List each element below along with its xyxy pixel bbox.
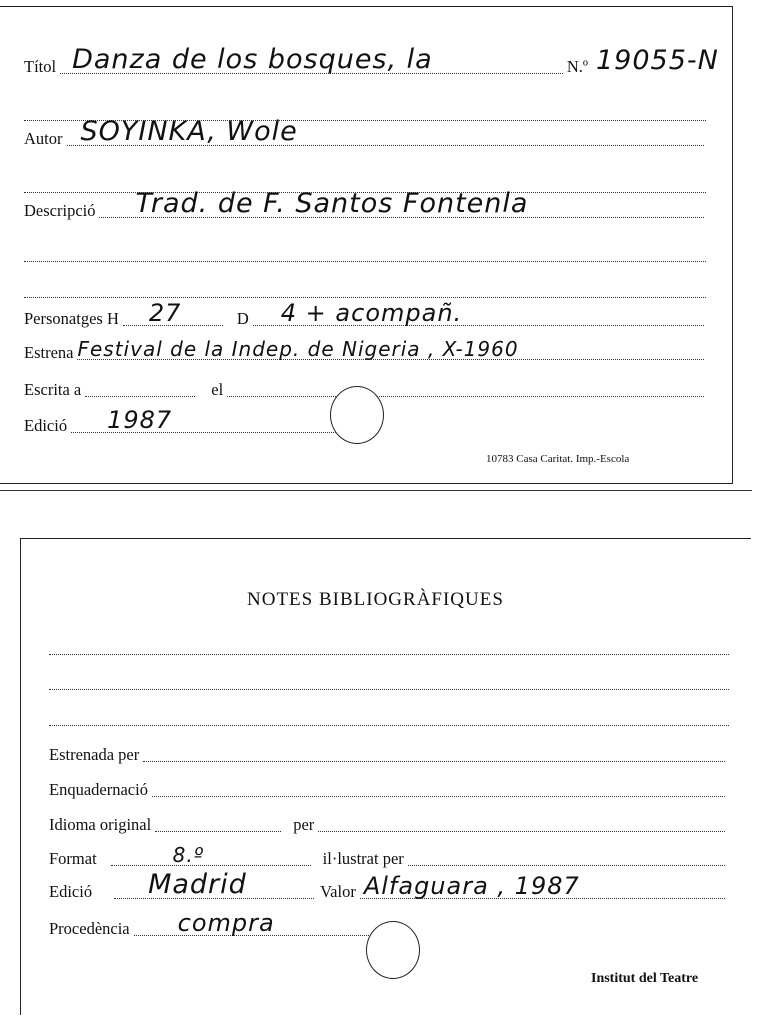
escrita-el-label: el [211,380,224,399]
titol-row [24,44,726,77]
personatges-h-value: 27 [148,299,182,327]
titol-value: Danza de los bosques, la [72,44,433,75]
notes-line-2 [49,689,729,690]
format-label: Format [49,849,97,868]
descripcio-extra-line-2 [24,297,706,298]
personatges-d-field [253,299,704,327]
descripcio-field [99,188,704,219]
punch-hole-back [366,921,420,979]
institution-stamp: Institut del Teatre [591,971,699,986]
estrena-value: Festival de la Indep. de Nigeria , X-1960 [77,337,519,361]
valor-value: Alfaguara , 1987 [363,872,580,900]
escrita-field [85,396,195,397]
numero-label: N.º [566,57,588,76]
estrenada-row [49,745,729,765]
notes-title: NOTES BIBLIOGRÀFIQUES [247,589,504,610]
procedencia-label: Procedència [49,919,130,938]
edicio-back-label: Edició [49,882,93,901]
edicio-value: 1987 [107,406,173,434]
personatges-d-label: D [236,309,249,328]
valor-field [360,872,725,900]
autor-value: SOYINKA, Wole [80,116,298,147]
procedencia-value: compra [177,909,275,937]
edicio-label: Edició [24,416,68,435]
idioma-per-field [318,831,725,832]
autor-row [24,116,708,149]
personatges-d-value: 4 + acompañ. [280,299,463,327]
format-value: 8.º [172,843,205,867]
idioma-per-label: per [293,815,315,834]
enquadernacio-field [152,796,725,797]
autor-label: Autor [24,129,63,148]
front-card [0,6,733,484]
enquadernacio-row [49,780,729,800]
estrenada-field [143,761,725,762]
edicio-row [24,406,354,436]
escrita-date-field [227,396,704,397]
printer-imprint: 10783 Casa Caritat. Imp.-Escola [486,453,630,465]
descripcio-extra-line-1 [24,261,706,262]
descripcio-label: Descripció [24,201,96,220]
titol-field [60,44,563,75]
edicio-back-field [114,869,314,900]
escrita-label: Escrita a [24,380,82,399]
procedencia-field [134,909,405,937]
procedencia-row [49,909,409,939]
idioma-row [49,815,729,835]
personatges-label: Personatges H [24,309,119,328]
titol-label: Títol [24,57,57,76]
estrenada-label: Estrenada per [49,745,140,764]
descripcio-row [24,188,708,221]
format-row [49,843,729,869]
descripcio-value: Trad. de F. Santos Fontenla [135,188,529,219]
back-card [20,538,751,1015]
punch-hole [330,386,384,444]
numero-value: 19055-N [596,45,719,76]
edicio-back-value: Madrid [148,869,247,900]
idioma-field [155,831,281,832]
idioma-label: Idioma original [49,815,152,834]
illustrat-field [408,865,725,866]
notes-line-1 [49,654,729,655]
edicio-back-row [49,869,729,902]
estrena-field [77,337,704,361]
notes-line-3 [49,725,729,726]
personatges-h-field [123,299,223,327]
estrena-label: Estrena [24,343,74,362]
autor-field [67,116,705,147]
illustrat-label: il·lustrat per [322,849,404,868]
format-field [111,843,311,867]
personatges-row [24,299,708,329]
valor-label: Valor [320,882,356,901]
enquadernacio-label: Enquadernació [49,780,148,799]
edicio-field [71,406,350,434]
card-separator [0,490,752,491]
estrena-row [24,337,708,363]
